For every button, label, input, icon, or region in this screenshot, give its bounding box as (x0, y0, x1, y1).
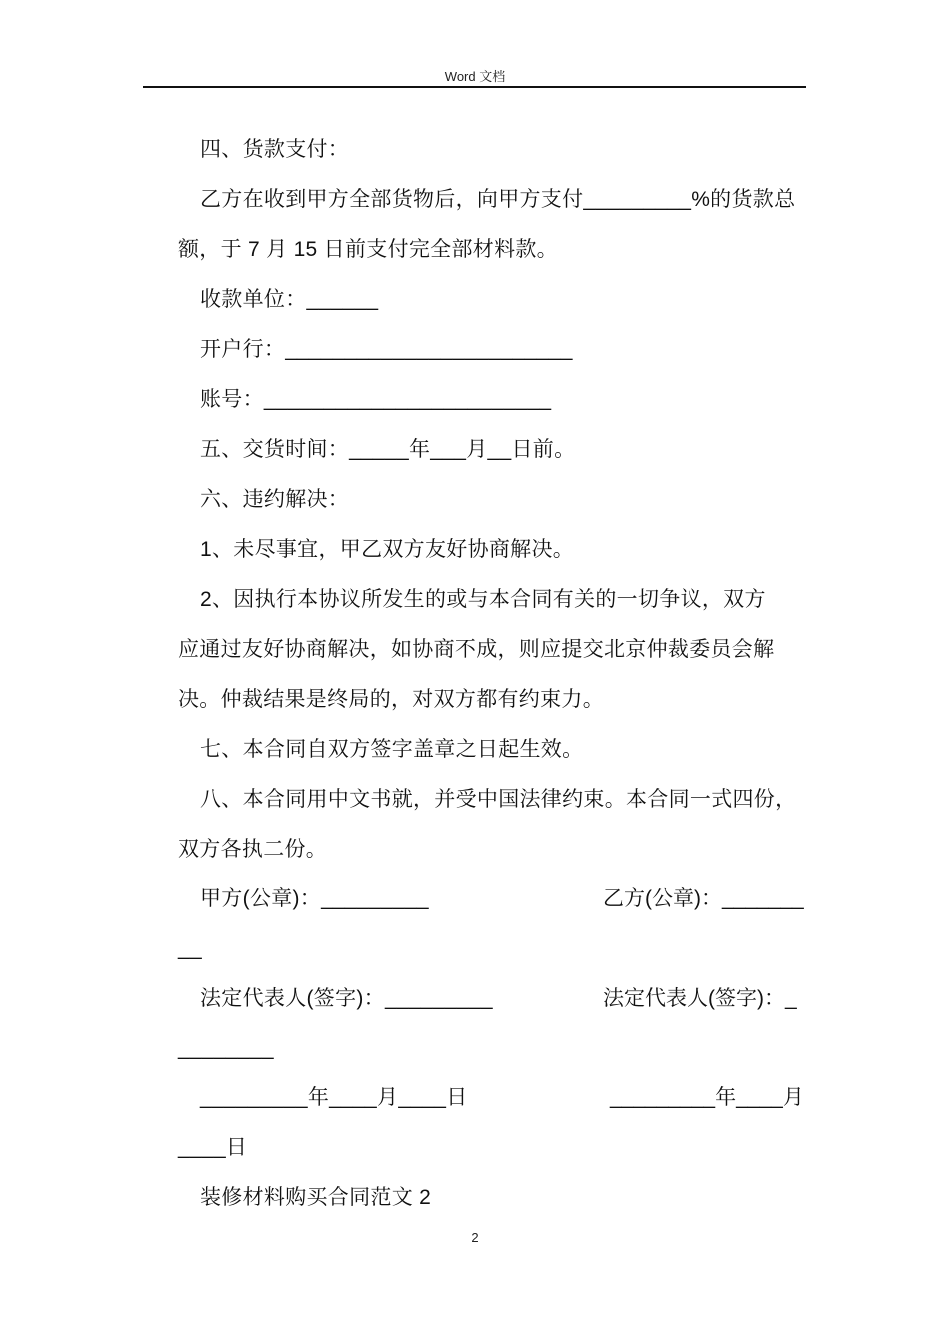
bank-field: 开户行：________________________ (200, 338, 573, 361)
payee-field: 收款单位：______ (200, 288, 379, 311)
section-4-paragraph-line-1: 乙方在收到甲方全部货物后，向甲方支付_________%的货款总 (200, 188, 796, 211)
account-field: 账号：________________________ (200, 388, 552, 411)
party-a-representative: 法定代表人(签字)：_________ (200, 987, 493, 1010)
party-a-date: _________年____月____日 (200, 1086, 468, 1109)
section-5-delivery-time: 五、交货时间：_____年___月__日前。 (200, 438, 576, 461)
party-b-date-continued: ____日 (178, 1136, 248, 1159)
party-b-date: _________年____月 (610, 1086, 804, 1109)
party-b-representative-continued: ________ (178, 1037, 274, 1060)
party-b-representative: 法定代表人(签字)：_ (603, 987, 797, 1010)
section-8-line-2: 双方各执二份。 (178, 838, 328, 861)
party-a-seal: 甲方(公章)：_________ (200, 887, 429, 910)
section-7: 七、本合同自双方签字盖章之日起生效。 (200, 738, 584, 761)
section-6-item-2-line-3: 决。仲裁结果是终局的，对双方都有约束力。 (178, 688, 604, 711)
page-header: Word 文档 (444, 69, 506, 84)
section-6-item-1: 1、未尽事宜，甲乙双方友好协商解决。 (200, 538, 575, 561)
section-6-item-2-line-2: 应通过友好协商解决，如协商不成，则应提交北京仲裁委员会解 (178, 638, 775, 661)
section-6-item-2-line-1: 2、因执行本协议所发生的或与本合同有关的一切争议，双方 (200, 588, 766, 611)
next-section-title: 装修材料购买合同范文 2 (200, 1186, 432, 1209)
party-b-seal: 乙方(公章)：_______ (603, 887, 804, 910)
page-number: 2 (471, 1230, 479, 1245)
section-4-title: 四、货款支付： (200, 138, 350, 161)
header-rule (143, 86, 806, 88)
section-8-line-1: 八、本合同用中文书就，并受中国法律约束。本合同一式四份， (200, 788, 797, 811)
party-b-seal-continued: __ (178, 937, 202, 960)
section-6-title: 六、违约解决： (200, 488, 350, 511)
section-4-paragraph-line-2: 额，于 7 月 15 日前支付完全部材料款。 (178, 238, 558, 261)
